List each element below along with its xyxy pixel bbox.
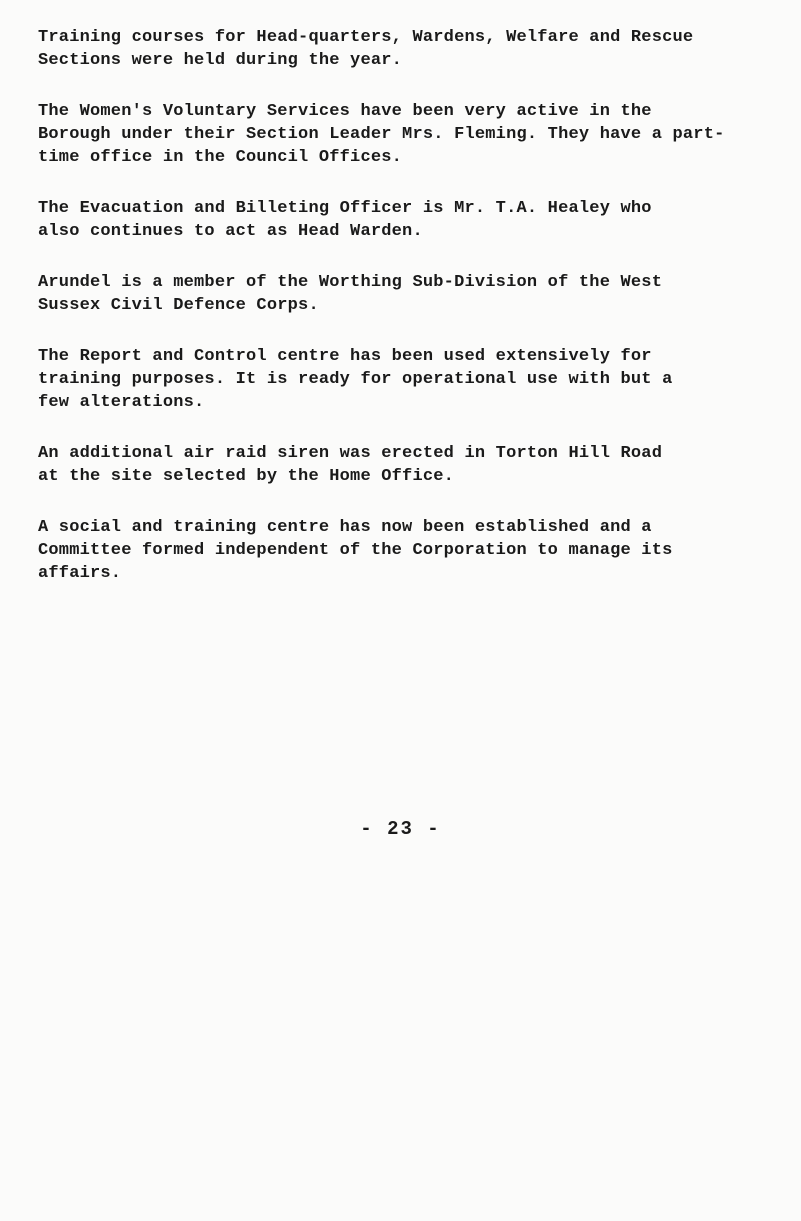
document-body: [38, 26, 773, 613]
paragraph-report-control-centre: The Report and Control centre has been used extensively for training purposes. It is ready for operational use with but a few alterations.: [38, 347, 673, 412]
paragraph-training-courses: Training courses for Head-quarters, Wardens, Welfare and Rescue Sections were held during the year.: [38, 28, 694, 70]
page-number: - 23 -: [360, 818, 441, 840]
paragraph-evacuation-officer: The Evacuation and Billeting Officer is Mr. T.A. Healey who also continues to act as Head Warden.: [38, 199, 652, 241]
paragraph-womens-voluntary-services: The Women's Voluntary Services have been very active in the Borough under their Section Leader Mrs. Fleming. They have a part- time office in the Council Offices.: [38, 102, 725, 167]
paragraph-arundel-subdivision: Arundel is a member of the Worthing Sub-Division of the West Sussex Civil Defence Corps.: [38, 273, 663, 315]
paragraph-air-raid-siren: An additional air raid siren was erected in Torton Hill Road at the site selected by the Home Office.: [38, 444, 663, 486]
paragraph-social-training-centre: A social and training centre has now been established and a Committee formed independent of the Corporation to manage its affairs.: [38, 518, 673, 583]
